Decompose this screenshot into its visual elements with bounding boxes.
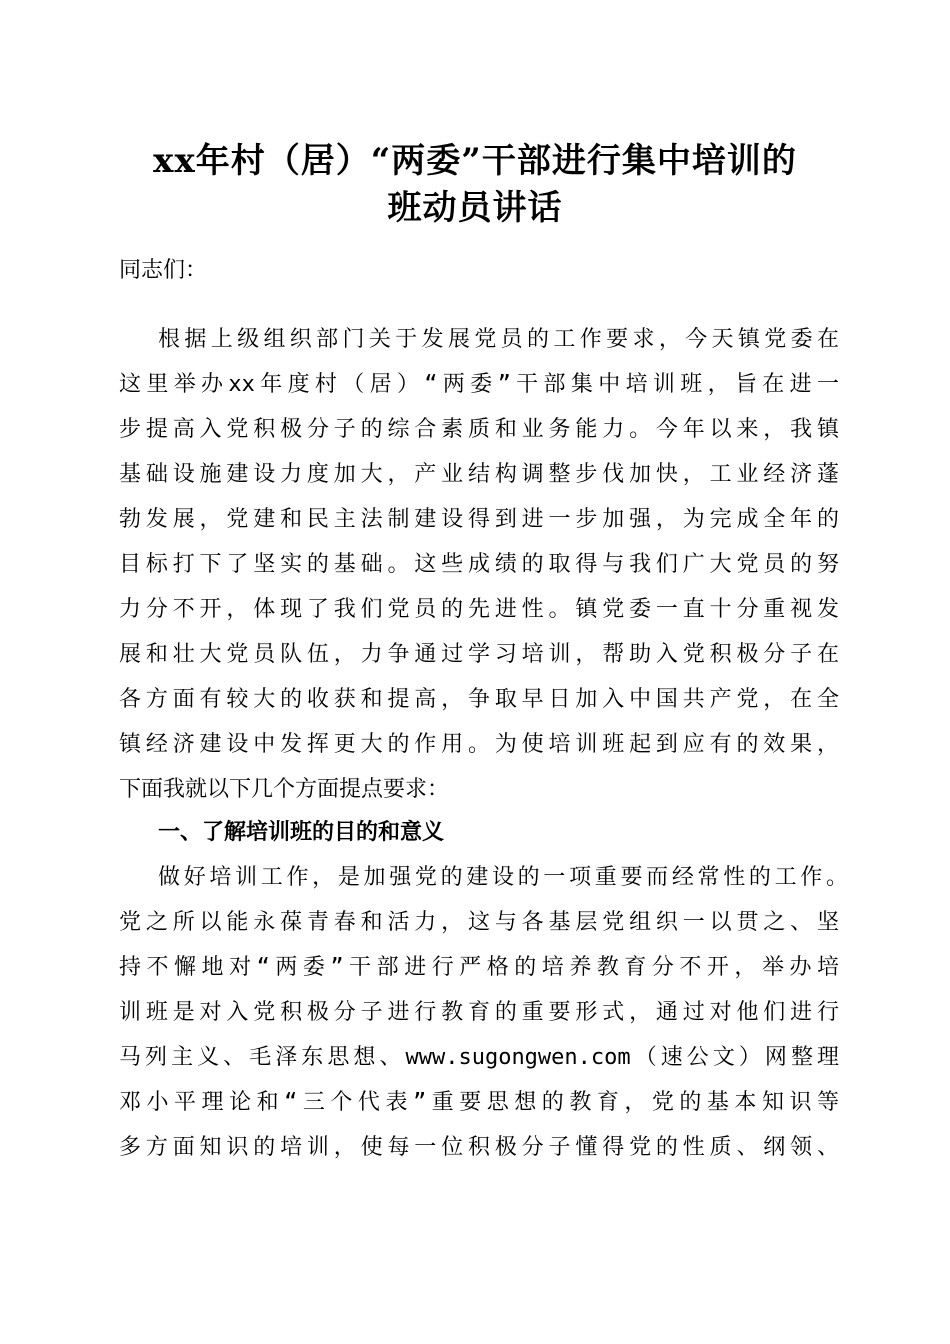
section-heading: 一、了解培训班的目的和意义 (158, 820, 445, 845)
paragraph-1-line: 力分不开，体现了我们党员的先进性。镇党委一直十分重视发 (119, 597, 839, 622)
paragraph-1-line: 基础设施建设力度加大，产业结构调整步伐加快，工业经济蓬 (119, 462, 839, 487)
paragraph-1-line: 各方面有较大的收获和提高，争取早日加入中国共产党，在全 (119, 687, 839, 712)
paragraph-1-line: 下面我就以下几个方面提点要求： (119, 777, 450, 802)
paragraph-1-line: 步提高入党积极分子的综合素质和业务能力。今年以来，我镇 (119, 417, 839, 442)
paragraph-1-line: 镇经济建设中发挥更大的作用。为使培训班起到应有的效果， (119, 732, 839, 757)
paragraph-1-line: 根据上级组织部门关于发展党员的工作要求，今天镇党委在 (158, 327, 839, 352)
paragraph-1-line: 这里举办xx年度村（居）“两委”干部集中培训班，旨在进一 (119, 372, 839, 397)
salutation: 同志们： (119, 258, 208, 283)
paragraph-2-line: 训班是对入党积极分子进行教育的重要形式，通过对他们进行 (119, 1000, 839, 1025)
paragraph-2-line: 邓小平理论和“三个代表”重要思想的教育，党的基本知识等 (119, 1090, 839, 1115)
paragraph-1-line: 目标打下了坚实的基础。这些成绩的取得与我们广大党员的努 (119, 552, 839, 577)
document-title-line-2: 班动员讲话 (387, 188, 563, 228)
paragraph-2-line: 做好培训工作，是加强党的建设的一项重要而经常性的工作。 (158, 865, 848, 890)
paragraph-1-line: 展和壮大党员队伍，力争通过学习培训，帮助入党积极分子在 (119, 642, 839, 667)
document-title-line-1: xx年村（居）“两委”干部进行集中培训的 (153, 141, 797, 181)
paragraph-2-line: 党之所以能永葆青春和活力，这与各基层党组织一以贯之、坚 (119, 910, 839, 935)
paragraph-2-line: 多方面知识的培训，使每一位积极分子懂得党的性质、纲领、 (119, 1135, 839, 1160)
paragraph-2-line: 持不懈地对“两委”干部进行严格的培养教育分不开，举办培 (119, 955, 839, 980)
paragraph-1-line: 勃发展，党建和民主法制建设得到进一步加强，为完成全年的 (119, 507, 839, 532)
paragraph-2-line: 马列主义、毛泽东思想、www.sugongwen.com（速公文）网整理 (119, 1045, 839, 1070)
